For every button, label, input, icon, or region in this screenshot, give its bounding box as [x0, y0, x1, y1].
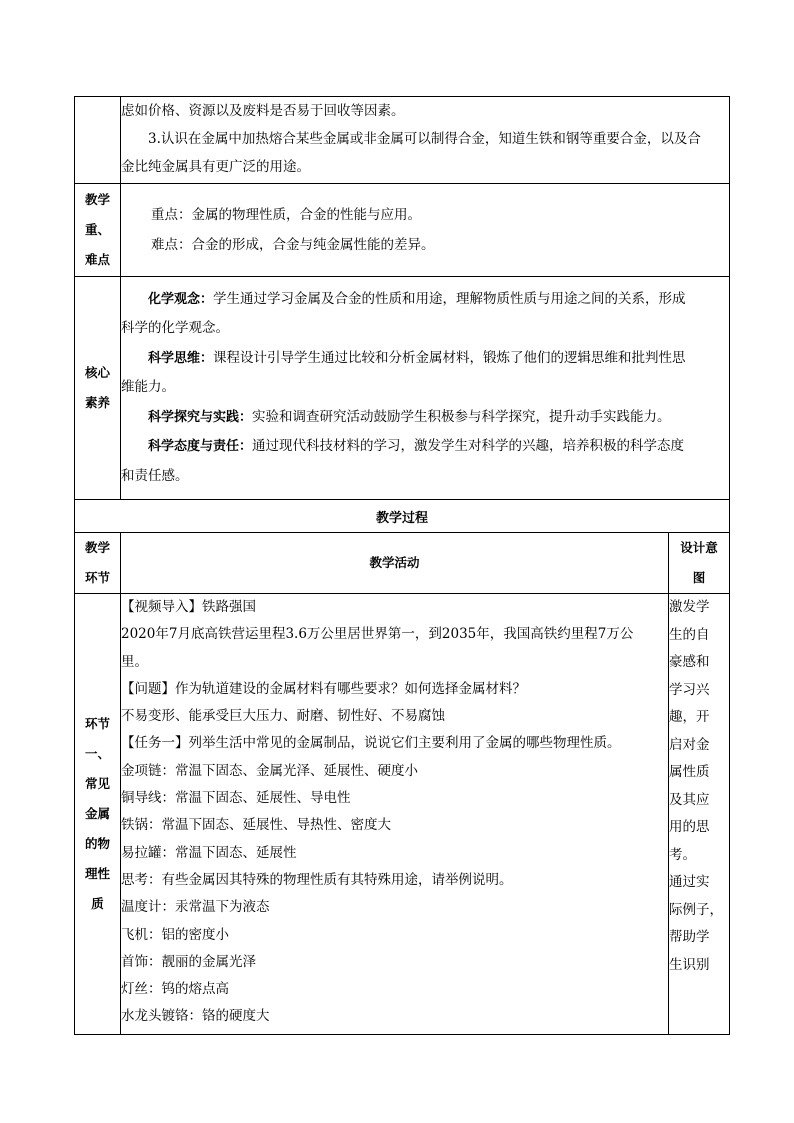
activity-line: 首饰：靓丽的金属光泽: [121, 953, 256, 970]
label-line: 一、: [84, 746, 110, 761]
activity-line: 灯丝：钨的熔点高: [121, 981, 229, 998]
label-line: 重、: [84, 222, 110, 237]
activity-line: 【任务一】列举生活中常见的金属制品，说说它们主要利用了金属的哪些物理性质。: [121, 735, 621, 752]
activity-line: 水龙头镀铬：铬的硬度大: [121, 1008, 270, 1025]
literacy-key: 科学探究与实践：: [148, 409, 253, 425]
objectives-label-cell: [75, 97, 121, 184]
objectives-line: 虑如价格、资源以及废料是否易于回收等因素。: [121, 103, 405, 119]
intent-line: 际例子，: [669, 901, 723, 918]
section1-intent: [669, 594, 730, 1035]
key-point-difficulty: 难点：合金的形成，合金与纯金属性能的差异。: [151, 237, 435, 253]
label-line: 图: [692, 570, 706, 585]
activity-line: 飞机：铝的密度小: [121, 926, 229, 943]
process-title: 教学过程: [75, 500, 730, 533]
literacy-row: [75, 277, 730, 500]
literacy-key: 化学观念：: [148, 291, 214, 307]
literacy-item: [121, 403, 729, 433]
label-line: 环节: [84, 570, 110, 585]
key-points-row: [75, 184, 730, 277]
intent-line: 帮助学: [669, 929, 710, 945]
activity-line: 2020年7月底高铁营运里程3.6万公里居世界第一，到2035年，我国高铁约里程7万公: [121, 626, 634, 643]
literacy-text: 实验和调查研究活动鼓励学生积极参与科学探究，提升动手实践能力。: [252, 408, 671, 425]
intent-line: 用的思: [669, 819, 710, 835]
literacy-item: [121, 344, 729, 374]
process-header-row: [75, 533, 730, 594]
section1-label: [75, 594, 121, 1035]
label-line: 的物: [84, 836, 110, 851]
header-activity: 教学活动: [121, 533, 669, 594]
label-line: 难点: [84, 252, 110, 267]
intent-line: 豪感和: [669, 654, 710, 670]
activity-line: 易拉罐：常温下固态、延展性: [121, 844, 297, 861]
literacy-item: [121, 285, 729, 315]
literacy-key: 科学思维：: [148, 350, 214, 366]
header-intent: [669, 533, 730, 594]
header-stage: [75, 533, 121, 594]
section1-activity: [121, 594, 669, 1035]
literacy-key: 科学态度与责任：: [148, 439, 253, 455]
key-point-focus: 重点：金属的物理性质，合金的性能与应用。: [151, 207, 421, 223]
label-line: 教学: [84, 192, 110, 207]
literacy-text: 科学的化学观念。: [121, 320, 229, 337]
activity-line: 温度计：汞常温下为液态: [121, 899, 270, 916]
activity-line: 【视频导入】铁路强国: [121, 599, 256, 615]
literacy-text: 通过现代科技材料的学习，激发学生对科学的兴趣，培养积极的科学态度: [252, 438, 685, 455]
intent-line: 及其应: [669, 791, 710, 808]
activity-line: 思考：有些金属因其特殊的物理性质有其特殊用途，请举例说明。: [121, 871, 513, 888]
label-line: 理性: [84, 866, 110, 881]
intent-line: 考。: [669, 846, 696, 863]
activity-line: 铜导线：常温下固态、延展性、导电性: [121, 790, 351, 807]
label-line: 环节: [84, 716, 110, 731]
activity-line: 金项链：常温下固态、金属光泽、延展性、硬度小: [121, 762, 418, 779]
label-line: 金属: [84, 806, 110, 821]
intent-line: 趣，开: [669, 709, 710, 725]
intent-line: 生识别: [669, 956, 710, 973]
activity-line: 里。: [121, 653, 148, 670]
literacy-cell: [121, 277, 730, 500]
intent-line: 启对金: [669, 736, 710, 753]
intent-line: 激发学: [669, 599, 710, 615]
process-title-row: [75, 500, 730, 533]
literacy-text: 学生通过学习金属及合金的性质和用途，理解物质性质与用途之间的关系，形成: [213, 290, 686, 307]
activity-line: 【问题】作为轨道建设的金属材料有哪些要求？如何选择金属材料？: [121, 680, 526, 697]
label-line: 核心: [84, 365, 110, 380]
key-points-cell: [121, 184, 730, 277]
label-line: 设计意: [680, 540, 718, 555]
activity-line: 铁锅：常温下固态、延展性、导热性、密度大: [121, 817, 391, 834]
intent-line: 通过实: [669, 874, 710, 890]
objectives-row: [75, 97, 730, 184]
section1-row: [75, 594, 730, 1035]
literacy-item: [121, 432, 729, 462]
activity-line: 不易变形、能承受巨大压力、耐磨、韧性好、不易腐蚀: [121, 708, 445, 725]
literacy-text: 维能力。: [121, 379, 175, 396]
key-points-label: [75, 184, 121, 277]
label-line: 常见: [84, 776, 110, 791]
literacy-text: 课程设计引导学生通过比较和分析金属材料，锻炼了他们的逻辑思维和批判性思: [213, 349, 686, 366]
literacy-label: [75, 277, 121, 500]
lesson-plan-table: [74, 96, 730, 1035]
label-line: 素养: [84, 395, 110, 410]
objectives-line: 金比纯金属具有更广泛的用途。: [121, 159, 310, 175]
label-line: 教学: [84, 540, 110, 555]
intent-line: 属性质: [669, 764, 710, 780]
label-line: 质: [91, 896, 104, 911]
objectives-cell: [121, 97, 730, 184]
intent-line: 学习兴: [669, 681, 710, 698]
objectives-line: 3.认识在金属中加热熔合某些金属或非金属可以制得合金，知道生铁和钢等重要合金，以及合: [148, 131, 701, 147]
literacy-text: 和责任感。: [121, 467, 189, 484]
intent-line: 生的自: [669, 626, 710, 643]
